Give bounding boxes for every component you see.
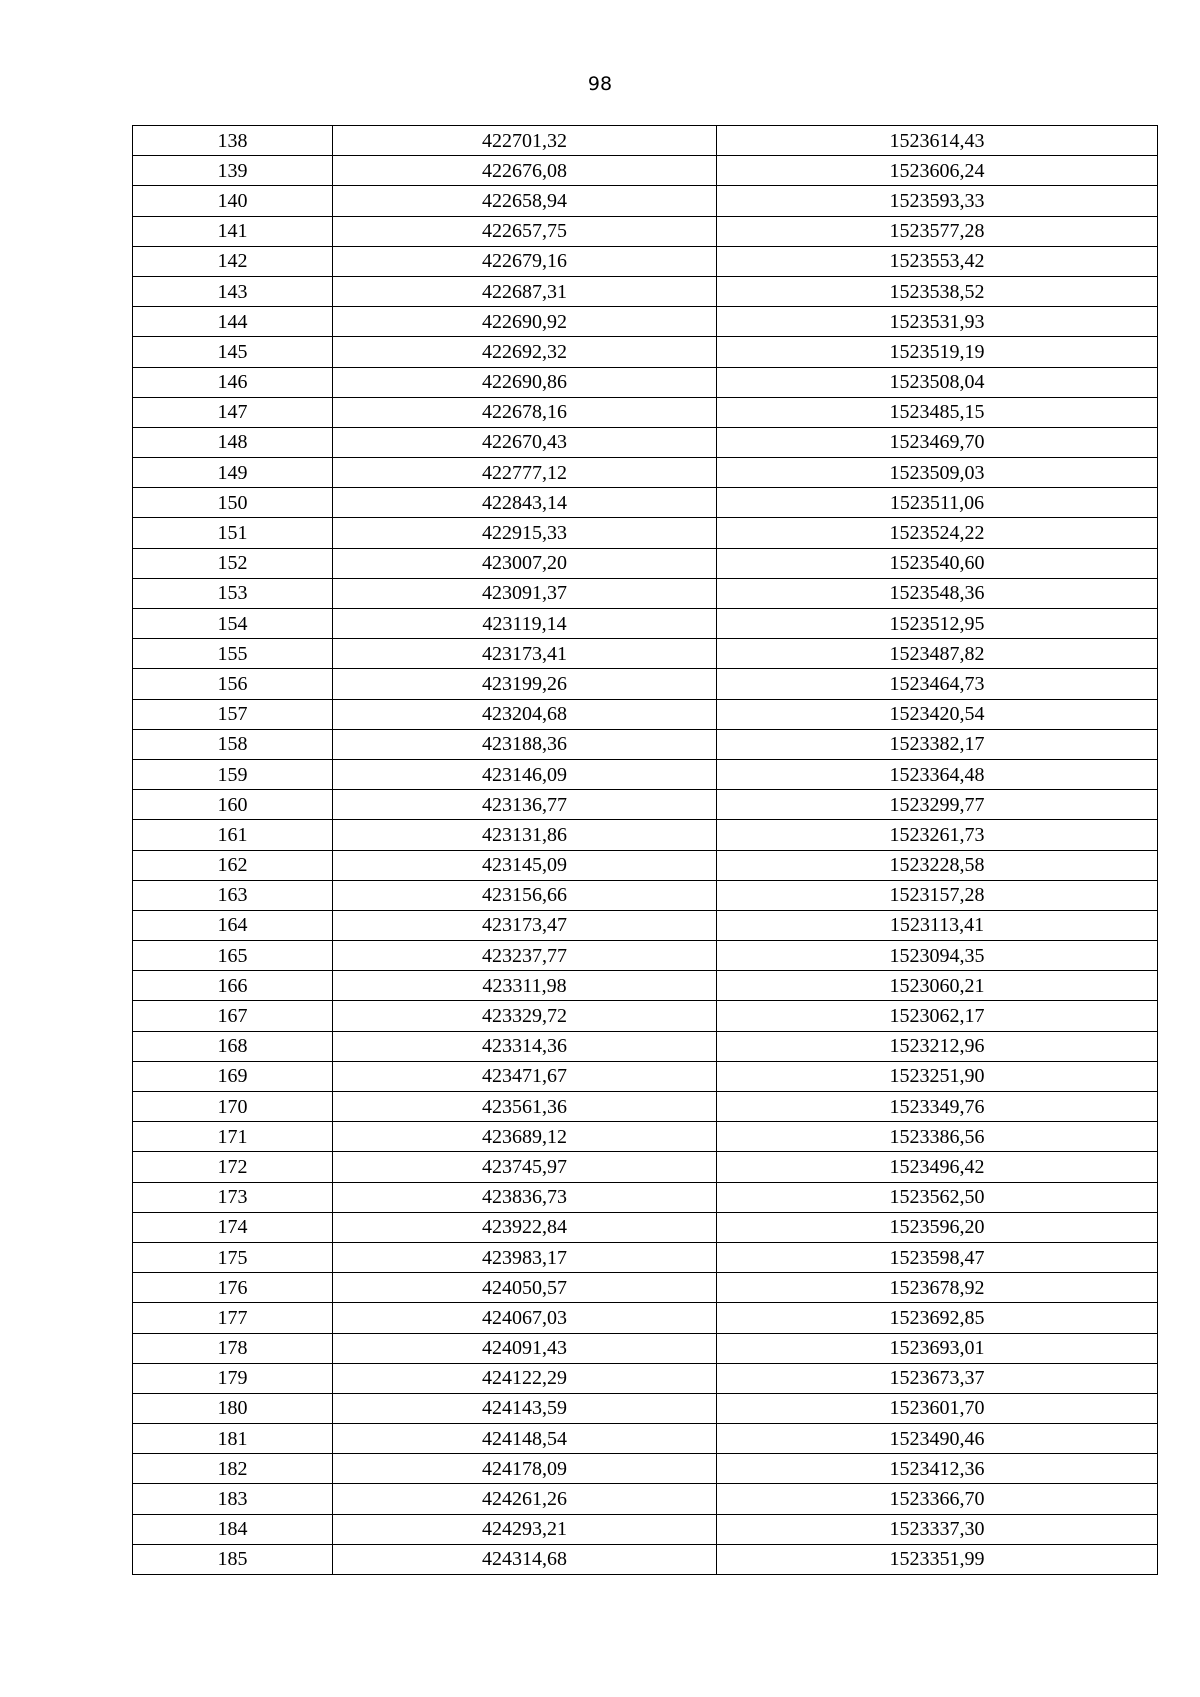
- x-coordinate-cell: 422692,32: [333, 337, 717, 367]
- y-coordinate-cell: 1523598,47: [717, 1242, 1158, 1272]
- table-row: [133, 759, 1158, 789]
- x-coordinate-cell: 423329,72: [333, 1001, 717, 1031]
- point-number-cell: 167: [133, 1001, 333, 1031]
- table-row: [133, 941, 1158, 971]
- y-coordinate-cell: 1523553,42: [717, 246, 1158, 276]
- table-row: [133, 1182, 1158, 1212]
- x-coordinate-cell: 423173,41: [333, 639, 717, 669]
- y-coordinate-cell: 1523577,28: [717, 216, 1158, 246]
- x-coordinate-cell: 423136,77: [333, 790, 717, 820]
- x-coordinate-cell: 422915,33: [333, 518, 717, 548]
- point-number-cell: 147: [133, 397, 333, 427]
- table-row: [133, 669, 1158, 699]
- y-coordinate-cell: 1523212,96: [717, 1031, 1158, 1061]
- table-row: [133, 1333, 1158, 1363]
- table-row: [133, 1454, 1158, 1484]
- y-coordinate-cell: 1523386,56: [717, 1122, 1158, 1152]
- table-row: [133, 1393, 1158, 1423]
- point-number-cell: 157: [133, 699, 333, 729]
- point-number-cell: 164: [133, 910, 333, 940]
- y-coordinate-cell: 1523420,54: [717, 699, 1158, 729]
- x-coordinate-cell: 424293,21: [333, 1514, 717, 1544]
- x-coordinate-cell: 422678,16: [333, 397, 717, 427]
- y-coordinate-cell: 1523469,70: [717, 427, 1158, 457]
- y-coordinate-cell: 1523693,01: [717, 1333, 1158, 1363]
- x-coordinate-cell: 423922,84: [333, 1212, 717, 1242]
- table-row: [133, 488, 1158, 518]
- y-coordinate-cell: 1523351,99: [717, 1544, 1158, 1574]
- y-coordinate-cell: 1523519,19: [717, 337, 1158, 367]
- point-number-cell: 185: [133, 1544, 333, 1574]
- point-number-cell: 145: [133, 337, 333, 367]
- point-number-cell: 141: [133, 216, 333, 246]
- y-coordinate-cell: 1523487,82: [717, 639, 1158, 669]
- x-coordinate-cell: 423188,36: [333, 729, 717, 759]
- y-coordinate-cell: 1523299,77: [717, 790, 1158, 820]
- point-number-cell: 169: [133, 1061, 333, 1091]
- x-coordinate-cell: 423237,77: [333, 941, 717, 971]
- y-coordinate-cell: 1523490,46: [717, 1424, 1158, 1454]
- point-number-cell: 177: [133, 1303, 333, 1333]
- table-row: [133, 458, 1158, 488]
- x-coordinate-cell: 424148,54: [333, 1424, 717, 1454]
- y-coordinate-cell: 1523496,42: [717, 1152, 1158, 1182]
- point-number-cell: 168: [133, 1031, 333, 1061]
- table-row: [133, 1061, 1158, 1091]
- table-row: [133, 216, 1158, 246]
- point-number-cell: 140: [133, 186, 333, 216]
- point-number-cell: 174: [133, 1212, 333, 1242]
- x-coordinate-cell: 424143,59: [333, 1393, 717, 1423]
- table-row: [133, 880, 1158, 910]
- point-number-cell: 181: [133, 1424, 333, 1454]
- x-coordinate-cell: 423471,67: [333, 1061, 717, 1091]
- table-row: [133, 578, 1158, 608]
- y-coordinate-cell: 1523509,03: [717, 458, 1158, 488]
- point-number-cell: 178: [133, 1333, 333, 1363]
- y-coordinate-cell: 1523512,95: [717, 609, 1158, 639]
- y-coordinate-cell: 1523508,04: [717, 367, 1158, 397]
- coordinates-table: [132, 125, 1158, 1575]
- x-coordinate-cell: 422687,31: [333, 276, 717, 306]
- y-coordinate-cell: 1523538,52: [717, 276, 1158, 306]
- y-coordinate-cell: 1523596,20: [717, 1212, 1158, 1242]
- x-coordinate-cell: 422657,75: [333, 216, 717, 246]
- x-coordinate-cell: 423131,86: [333, 820, 717, 850]
- point-number-cell: 150: [133, 488, 333, 518]
- table-row: [133, 246, 1158, 276]
- table-row: [133, 639, 1158, 669]
- x-coordinate-cell: 422690,92: [333, 307, 717, 337]
- x-coordinate-cell: 423173,47: [333, 910, 717, 940]
- y-coordinate-cell: 1523562,50: [717, 1182, 1158, 1212]
- table-row: [133, 1031, 1158, 1061]
- y-coordinate-cell: 1523673,37: [717, 1363, 1158, 1393]
- y-coordinate-cell: 1523485,15: [717, 397, 1158, 427]
- y-coordinate-cell: 1523593,33: [717, 186, 1158, 216]
- table-row: [133, 307, 1158, 337]
- table-row: [133, 1544, 1158, 1574]
- y-coordinate-cell: 1523094,35: [717, 941, 1158, 971]
- point-number-cell: 170: [133, 1092, 333, 1122]
- coordinates-table-body: [133, 126, 1158, 1575]
- x-coordinate-cell: 423561,36: [333, 1092, 717, 1122]
- x-coordinate-cell: 423007,20: [333, 548, 717, 578]
- x-coordinate-cell: 422843,14: [333, 488, 717, 518]
- page-number: 98: [587, 73, 613, 95]
- x-coordinate-cell: 424178,09: [333, 1454, 717, 1484]
- point-number-cell: 172: [133, 1152, 333, 1182]
- table-row: [133, 276, 1158, 306]
- point-number-cell: 159: [133, 759, 333, 789]
- y-coordinate-cell: 1523614,43: [717, 126, 1158, 156]
- x-coordinate-cell: 423689,12: [333, 1122, 717, 1152]
- table-row: [133, 1273, 1158, 1303]
- y-coordinate-cell: 1523113,41: [717, 910, 1158, 940]
- point-number-cell: 158: [133, 729, 333, 759]
- point-number-cell: 144: [133, 307, 333, 337]
- point-number-cell: 180: [133, 1393, 333, 1423]
- table-row: [133, 1514, 1158, 1544]
- x-coordinate-cell: 423311,98: [333, 971, 717, 1001]
- table-row: [133, 337, 1158, 367]
- table-row: [133, 850, 1158, 880]
- point-number-cell: 183: [133, 1484, 333, 1514]
- table-row: [133, 156, 1158, 186]
- x-coordinate-cell: 424067,03: [333, 1303, 717, 1333]
- x-coordinate-cell: 424314,68: [333, 1544, 717, 1574]
- x-coordinate-cell: 422690,86: [333, 367, 717, 397]
- table-row: [133, 518, 1158, 548]
- point-number-cell: 184: [133, 1514, 333, 1544]
- table-row: [133, 729, 1158, 759]
- x-coordinate-cell: 423745,97: [333, 1152, 717, 1182]
- x-coordinate-cell: 422701,32: [333, 126, 717, 156]
- x-coordinate-cell: 424050,57: [333, 1273, 717, 1303]
- table-row: [133, 910, 1158, 940]
- point-number-cell: 175: [133, 1242, 333, 1272]
- x-coordinate-cell: 423146,09: [333, 759, 717, 789]
- point-number-cell: 152: [133, 548, 333, 578]
- y-coordinate-cell: 1523548,36: [717, 578, 1158, 608]
- table-row: [133, 367, 1158, 397]
- point-number-cell: 176: [133, 1273, 333, 1303]
- table-row: [133, 1242, 1158, 1272]
- table-row: [133, 609, 1158, 639]
- point-number-cell: 160: [133, 790, 333, 820]
- y-coordinate-cell: 1523524,22: [717, 518, 1158, 548]
- x-coordinate-cell: 424122,29: [333, 1363, 717, 1393]
- table-row: [133, 1092, 1158, 1122]
- point-number-cell: 143: [133, 276, 333, 306]
- table-row: [133, 427, 1158, 457]
- point-number-cell: 156: [133, 669, 333, 699]
- y-coordinate-cell: 1523606,24: [717, 156, 1158, 186]
- table-row: [133, 699, 1158, 729]
- x-coordinate-cell: 424261,26: [333, 1484, 717, 1514]
- point-number-cell: 154: [133, 609, 333, 639]
- y-coordinate-cell: 1523364,48: [717, 759, 1158, 789]
- point-number-cell: 182: [133, 1454, 333, 1484]
- point-number-cell: 166: [133, 971, 333, 1001]
- point-number-cell: 163: [133, 880, 333, 910]
- x-coordinate-cell: 423091,37: [333, 578, 717, 608]
- y-coordinate-cell: 1523062,17: [717, 1001, 1158, 1031]
- x-coordinate-cell: 423983,17: [333, 1242, 717, 1272]
- x-coordinate-cell: 423314,36: [333, 1031, 717, 1061]
- point-number-cell: 146: [133, 367, 333, 397]
- x-coordinate-cell: 422777,12: [333, 458, 717, 488]
- y-coordinate-cell: 1523382,17: [717, 729, 1158, 759]
- table-row: [133, 1001, 1158, 1031]
- x-coordinate-cell: 422676,08: [333, 156, 717, 186]
- point-number-cell: 151: [133, 518, 333, 548]
- y-coordinate-cell: 1523060,21: [717, 971, 1158, 1001]
- x-coordinate-cell: 423204,68: [333, 699, 717, 729]
- point-number-cell: 173: [133, 1182, 333, 1212]
- point-number-cell: 171: [133, 1122, 333, 1152]
- y-coordinate-cell: 1523349,76: [717, 1092, 1158, 1122]
- point-number-cell: 153: [133, 578, 333, 608]
- table-row: [133, 1122, 1158, 1152]
- point-number-cell: 142: [133, 246, 333, 276]
- y-coordinate-cell: 1523228,58: [717, 850, 1158, 880]
- y-coordinate-cell: 1523511,06: [717, 488, 1158, 518]
- y-coordinate-cell: 1523464,73: [717, 669, 1158, 699]
- table-row: [133, 971, 1158, 1001]
- x-coordinate-cell: 424091,43: [333, 1333, 717, 1363]
- x-coordinate-cell: 423156,66: [333, 880, 717, 910]
- table-row: [133, 1424, 1158, 1454]
- table-row: [133, 186, 1158, 216]
- table-row: [133, 548, 1158, 578]
- point-number-cell: 148: [133, 427, 333, 457]
- table-row: [133, 820, 1158, 850]
- point-number-cell: 165: [133, 941, 333, 971]
- y-coordinate-cell: 1523601,70: [717, 1393, 1158, 1423]
- y-coordinate-cell: 1523251,90: [717, 1061, 1158, 1091]
- point-number-cell: 162: [133, 850, 333, 880]
- y-coordinate-cell: 1523412,36: [717, 1454, 1158, 1484]
- x-coordinate-cell: 423836,73: [333, 1182, 717, 1212]
- y-coordinate-cell: 1523692,85: [717, 1303, 1158, 1333]
- y-coordinate-cell: 1523261,73: [717, 820, 1158, 850]
- point-number-cell: 155: [133, 639, 333, 669]
- table-row: [133, 1303, 1158, 1333]
- x-coordinate-cell: 423119,14: [333, 609, 717, 639]
- y-coordinate-cell: 1523531,93: [717, 307, 1158, 337]
- y-coordinate-cell: 1523678,92: [717, 1273, 1158, 1303]
- table-row: [133, 1152, 1158, 1182]
- table-row: [133, 1363, 1158, 1393]
- table-row: [133, 1212, 1158, 1242]
- x-coordinate-cell: 422679,16: [333, 246, 717, 276]
- point-number-cell: 149: [133, 458, 333, 488]
- table-row: [133, 397, 1158, 427]
- table-row: [133, 790, 1158, 820]
- x-coordinate-cell: 423145,09: [333, 850, 717, 880]
- point-number-cell: 138: [133, 126, 333, 156]
- point-number-cell: 161: [133, 820, 333, 850]
- x-coordinate-cell: 423199,26: [333, 669, 717, 699]
- y-coordinate-cell: 1523337,30: [717, 1514, 1158, 1544]
- y-coordinate-cell: 1523540,60: [717, 548, 1158, 578]
- table-row: [133, 126, 1158, 156]
- point-number-cell: 179: [133, 1363, 333, 1393]
- x-coordinate-cell: 422670,43: [333, 427, 717, 457]
- x-coordinate-cell: 422658,94: [333, 186, 717, 216]
- table-row: [133, 1484, 1158, 1514]
- y-coordinate-cell: 1523157,28: [717, 880, 1158, 910]
- point-number-cell: 139: [133, 156, 333, 186]
- y-coordinate-cell: 1523366,70: [717, 1484, 1158, 1514]
